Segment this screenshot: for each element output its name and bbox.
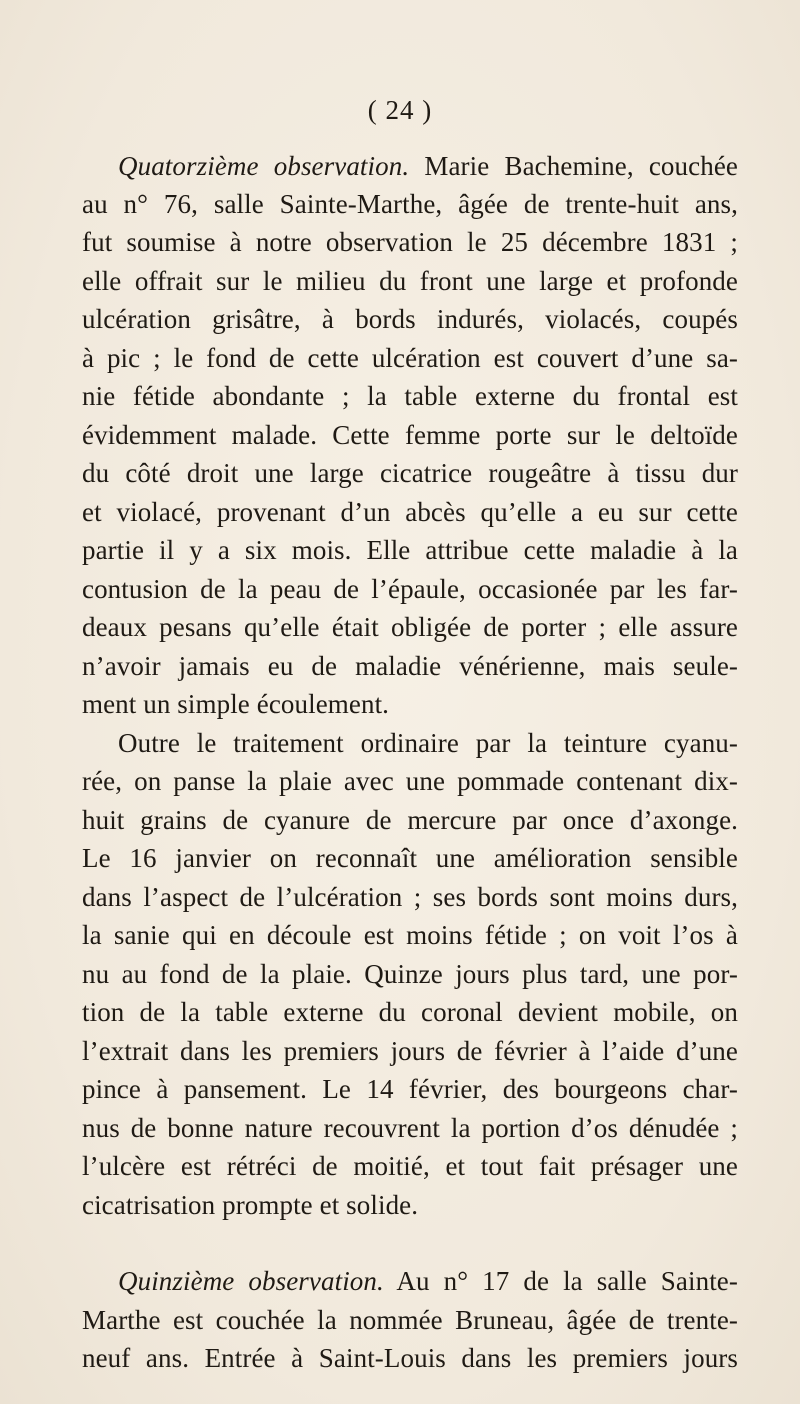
- text-line: dans l’aspect de l’ulcération ; ses bords sont moins durs,: [82, 882, 738, 912]
- text-line: Outre le traitement ordinaire par la teinture cyanu-: [118, 728, 738, 758]
- text-line: pince à pansement. Le 14 février, des bourgeons char-: [82, 1074, 738, 1104]
- text-line: [118, 1263, 738, 1299]
- text-line: partie il y a six mois. Elle attribue cette maladie à la: [82, 535, 738, 565]
- text-line: deaux pesans qu’elle était obligée de porter ; elle assure: [82, 612, 738, 642]
- text-line: n’avoir jamais eu de maladie vénérienne, mais seule-: [82, 651, 738, 681]
- text-line: nus de bonne nature recouvrent la portion d’os dénudée ;: [82, 1113, 738, 1143]
- text-line: rée, on panse la plaie avec une pommade contenant dix-: [82, 766, 738, 796]
- text-line: l’ulcère est rétréci de moitié, et tout fait présager une: [82, 1151, 738, 1181]
- text-line: ment un simple écoulement.: [82, 689, 390, 719]
- text-line: elle offrait sur le milieu du front une large et profonde: [82, 266, 738, 296]
- text-line: neuf ans. Entrée à Saint-Louis dans les premiers jours: [82, 1343, 738, 1373]
- line-text: Au n° 17 de la salle Sainte-: [383, 1266, 738, 1296]
- text-line: évidemment malade. Cette femme porte sur le deltoïde: [82, 420, 738, 450]
- text-line: ulcération grisâtre, à bords indurés, violacés, coupés: [82, 304, 738, 334]
- text-line: fut soumise à notre observation le 25 décembre 1831 ;: [82, 227, 738, 257]
- text-line: tion de la table externe du coronal devient mobile, on: [82, 997, 738, 1027]
- text-line: huit grains de cyanure de mercure par once d’axonge.: [82, 805, 738, 835]
- line-text: Marie Bachemine, couchée: [409, 151, 738, 181]
- text-line: à pic ; le fond de cette ulcération est couvert d’une sa-: [82, 343, 738, 373]
- text-line: et violacé, provenant d’un abcès qu’elle a eu sur cette: [82, 497, 738, 527]
- text-line: Le 16 janvier on reconnaît une amélioration sensible: [82, 843, 738, 873]
- text-line: nie fétide abondante ; la table externe du frontal est: [82, 381, 738, 411]
- text-line: cicatrisation prompte et solide.: [82, 1190, 419, 1220]
- observation-heading: Quatorzième observation.: [118, 151, 410, 181]
- page-number: ( 24 ): [367, 95, 433, 125]
- text-line: [118, 148, 738, 184]
- text-line: nu au fond de la plaie. Quinze jours plus tard, une por-: [82, 959, 738, 989]
- observation-heading: Quinzième observation.: [118, 1266, 384, 1296]
- text-line: l’extrait dans les premiers jours de février à l’aide d’une: [82, 1036, 738, 1066]
- text-line: Marthe est couchée la nommée Bruneau, âgée de trente-: [82, 1305, 738, 1335]
- text-line: du côté droit une large cicatrice rougeâtre à tissu dur: [82, 458, 738, 488]
- text-line: contusion de la peau de l’épaule, occasionée par les far-: [82, 574, 738, 604]
- text-line: au n° 76, salle Sainte-Marthe, âgée de trente-huit ans,: [82, 189, 738, 219]
- text-line: la sanie qui en découle est moins fétide ; on voit l’os à: [82, 920, 738, 950]
